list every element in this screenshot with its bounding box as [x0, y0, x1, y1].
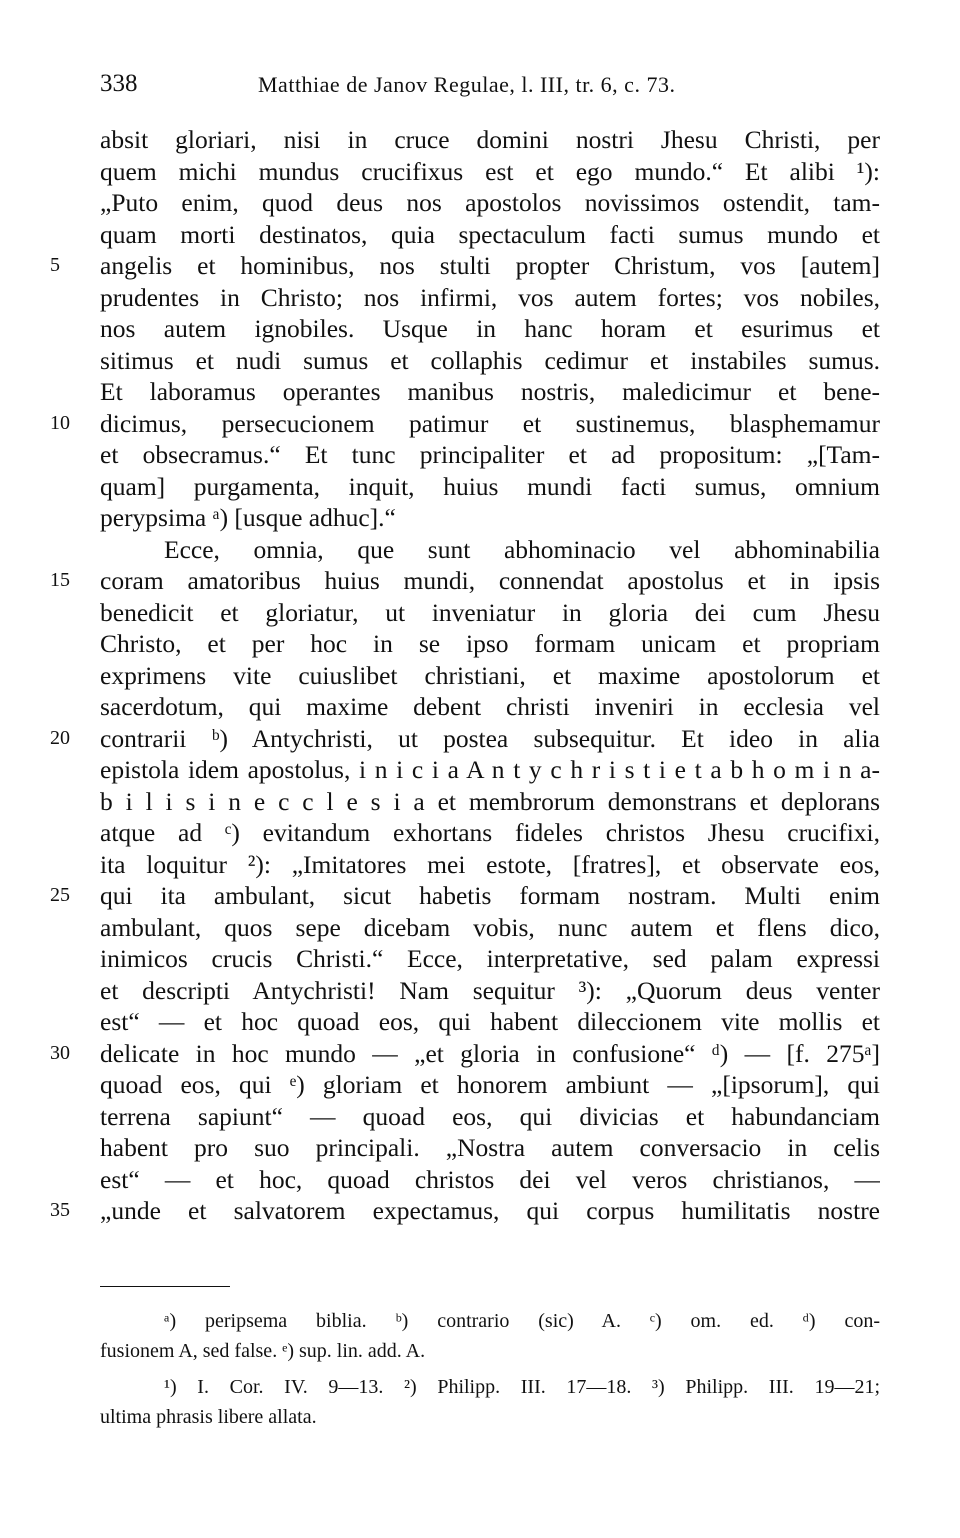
line-text: absit gloriari, nisi in cruce domini nostri Jhesu Christi, per — [100, 125, 880, 154]
line-text: „unde et salvatorem expectamus, qui corpus humilitatis nostre — [100, 1196, 880, 1225]
line-number: 25 — [50, 884, 70, 906]
line-text: atque ad ᶜ) evitandum exhortans fideles christos Jhesu crucifixi, — [100, 818, 880, 847]
line-number: 15 — [50, 569, 70, 591]
line-text: dicimus, persecucionem patimur et sustinemus, blasphemamur — [100, 408, 880, 438]
line-text: sacerdotum, qui maxime debent christi inveniri in ecclesia vel — [100, 692, 880, 721]
footnote-line: ¹) I. Cor. IV. 9—13. ²) Philipp. III. 17—18. ³) Philipp. III. 19—21; — [164, 1376, 880, 1398]
text-line — [100, 786, 880, 818]
text-line — [100, 156, 880, 188]
line-text: quam morti destinatos, quia spectaculum facti sumus mundo et — [100, 219, 880, 249]
line-text: est“ — et hoc, quoad christos dei vel veros christianos, — — [100, 1164, 880, 1194]
page-header — [100, 70, 880, 104]
line-text: ita loquitur ²): „Imitatores mei estote, [fratres], et observate eos, — [100, 849, 880, 879]
line-text: quoad eos, qui ᵉ) gloriam et honorem ambiunt — „[ipsorum], qui — [100, 1070, 880, 1099]
text-line — [100, 1006, 880, 1038]
page-number: 338 — [100, 70, 138, 97]
text-line — [100, 817, 880, 849]
text-line — [100, 628, 880, 660]
line-text: inimicos crucis Christi.“ Ecce, interpretative, sed palam expressi — [100, 944, 880, 973]
line-number: 35 — [50, 1199, 70, 1221]
text-line — [100, 376, 880, 408]
text-line — [100, 534, 880, 566]
text-line — [100, 219, 880, 251]
main-text — [50, 124, 880, 1227]
text-line — [100, 691, 880, 723]
footnote-line: fusionem A, sed false. ᵉ) sup. lin. add. A. — [100, 1340, 426, 1362]
line-text: exprimens vite cuiuslibet christiani, et maxime apostolorum et — [100, 660, 880, 690]
line-text: epistola idem apostolus, i n i c i a A n t y c h r i s t i e t a b h o m i n a- — [100, 755, 880, 784]
line-text: terrena sapiunt“ — quoad eos, qui divicias et habundanciam — [100, 1101, 880, 1131]
footnote-line: ultima phrasis libere allata. — [100, 1406, 317, 1428]
line-text: habent pro suo principali. „Nostra autem conversacio in celis — [100, 1133, 880, 1162]
text-line — [100, 471, 880, 503]
line-text: et obsecramus.“ Et tunc principaliter et ad propositum: „[Tam- — [100, 440, 880, 469]
line-text: perypsima ᵃ) [usque adhuc].“ — [100, 503, 396, 532]
text-line — [100, 597, 880, 629]
line-text: quam] purgamenta, inquit, huius mundi facti sumus, omnium — [100, 471, 880, 501]
line-text: ambulant, quos sepe dicebam vobis, nunc autem et flens dico, — [100, 912, 880, 942]
text-line — [100, 313, 880, 345]
text-line — [50, 1038, 880, 1070]
text-line — [50, 1195, 880, 1227]
text-line — [100, 660, 880, 692]
line-text: qui ita ambulant, sicut habetis formam nostram. Multi enim — [100, 881, 880, 910]
text-line — [50, 408, 880, 440]
text-line — [100, 502, 880, 534]
line-number: 20 — [50, 726, 70, 749]
text-line — [100, 1101, 880, 1133]
text-line — [50, 250, 880, 282]
text-line — [100, 943, 880, 975]
line-text: prudentes in Christo; nos infirmi, vos autem fortes; vos nobiles, — [100, 282, 880, 312]
text-line — [100, 1132, 880, 1164]
line-text: delicate in hoc mundo — „et gloria in confusione“ ᵈ) — [f. 275ᵃ] — [100, 1038, 880, 1068]
line-text: sitimus et nudi sumus et collaphis cedimur et instabiles sumus. — [100, 345, 880, 375]
line-text: quem michi mundus crucifixus est et ego mundo.“ Et alibi ¹): — [100, 156, 880, 186]
text-line — [100, 439, 880, 471]
text-line — [100, 1069, 880, 1101]
line-text: Ecce, omnia, que sunt abhominacio vel abhominabilia — [164, 534, 880, 564]
line-text: angelis et hominibus, nos stulti propter Christum, vos [autem] — [100, 251, 880, 280]
text-line — [100, 912, 880, 944]
text-line — [100, 345, 880, 377]
line-text: benedicit et gloriatur, ut inveniatur in gloria dei cum Jhesu — [100, 597, 880, 627]
line-number: 30 — [50, 1041, 70, 1064]
text-line — [50, 723, 880, 755]
line-text: „Puto enim, quod deus nos apostolos novissimos ostendit, tam- — [100, 188, 880, 217]
text-line — [50, 565, 880, 597]
line-text: nos autem ignobiles. Usque in hanc horam et esurimus et — [100, 314, 880, 343]
text-line — [100, 754, 880, 786]
text-line — [100, 282, 880, 314]
text-line — [100, 1164, 880, 1196]
text-line — [100, 849, 880, 881]
line-text: b i l i s i n e c c l e s i a et membrorum demonstrans et deplorans — [100, 786, 880, 816]
line-text: Et laboramus operantes manibus nostris, maledicimur et bene- — [100, 377, 880, 406]
line-text: est“ — et hoc quoad eos, qui habent dileccionem vite mollis et — [100, 1007, 880, 1036]
text-line — [100, 124, 880, 156]
line-text: coram amatoribus huius mundi, connendat apostolus et in ipsis — [100, 566, 880, 595]
source-footnotes — [100, 1372, 880, 1432]
text-line — [100, 975, 880, 1007]
line-text: contrarii ᵇ) Antychristi, ut postea subsequitur. Et ideo in alia — [100, 723, 880, 753]
text-line — [100, 187, 880, 219]
running-title: Matthiae de Janov Regulae, l. III, tr. 6, c. 73. — [258, 72, 676, 97]
footnote-line: ᵃ) peripsema biblia. ᵇ) contrario (sic) A. ᶜ) om. ed. ᵈ) con- — [164, 1310, 880, 1332]
line-number: 5 — [50, 254, 60, 276]
line-number: 10 — [50, 411, 70, 434]
variant-footnotes — [100, 1306, 880, 1366]
line-text: et descripti Antychristi! Nam sequitur ³): „Quorum deus venter — [100, 975, 880, 1005]
line-text: Christo, et per hoc in se ipso formam unicam et propriam — [100, 629, 880, 658]
footnote-divider — [100, 1286, 230, 1287]
text-line — [50, 880, 880, 912]
